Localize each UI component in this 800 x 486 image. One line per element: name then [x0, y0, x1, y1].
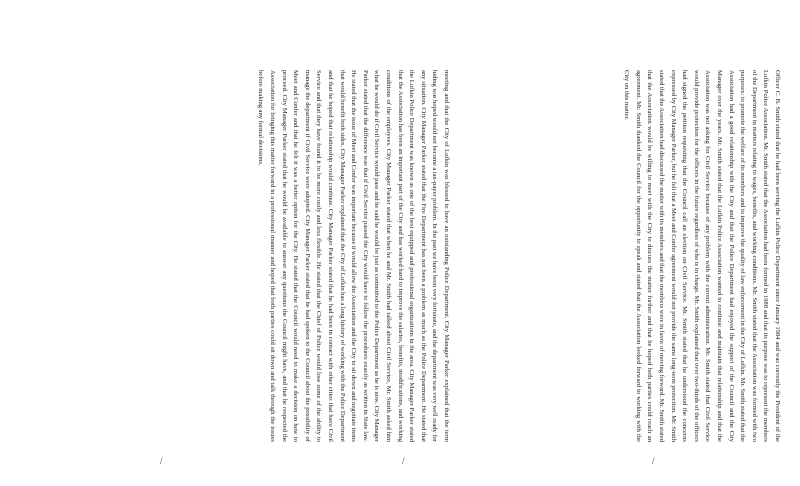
page-mark-right: / [652, 456, 655, 466]
page-mark-center: / [402, 456, 405, 466]
paragraph-city-manager: meeting and that the City of Lufkin was blessed to have an outstanding Police Department. City Manager Parker explained that the term hiding was hoped would not become a tax-payer problem. In the past we have been very fortunate, and the department was very well ready for any situation. City Manager Parker stated that the Fire Department has not been a problem as much as the Police Department. He stated that the Lufkin Police Department was known as one of the best equipped and professional organizations in the area. City Manager Parker stated that the Association has been an important part of the City and has worked hard to improve the salaries, benefits, modifications, and working conditions of the employees. City Manager Parker stated that when he and Mr. Smith had talked about Civil Service, Mr. Smith asked him what he would do if Civil Service would pass and he said he would be just as committed to the Police Department as he is now. City Manager Parker stated that the difference was that if Civil Service passed the City would have to follow the procedures exactly as written in State law. He stated that the issue of Meet and Confer was important because it would allow the Association and the City to sit down and negotiate items that would benefit both sides. City Manager Parker explained that the City of Lufkin has a long history of working with the Police Department and that he hoped that relationship would continue. City Manager Parker stated that he had been in contact with other cities that have Civil Service and that they have found it to be more costly and less flexible. He stated that the Chief of Police would lose some of the ability to manage the department if Civil Service were adopted. City Manager Parker stated that he had spoken to the Council about the possibility of Meet and Confer and that he felt it was a better option for the City. He stated that the Council would need to make a decision on how to proceed. City Manager Parker stated that he would be available to answer any questions the Council might have, and that he respected the Association for bringing this matter forward in a professional manner and hoped that both parties could sit down and talk through the issues before making any formal decisions. [257, 70, 450, 442]
page-mark-left: / [160, 456, 163, 466]
paragraph-officer-smith: Officer C. B. Smith stated that he had been serving the Lufkin Police Department since January 1984 and was currently the President of the Lufkin Police Association. Mr. Smith stated that the Association had been formed in 1988 and that its purpose was to represent the members of the Department in matters relating to wages, benefits, and working conditions. Mr. Smith stated that the Association was formed with two purposes: to promote the welfare of its members and to improve the quality of law enforcement in the City of Lufkin. Mr. Smith stated that the Association had a good relationship with the City and that the Police Department had enjoyed the support of the Council and the City Manager over the years. Mr. Smith stated that the Lufkin Police Association wanted to continue and maintain that relationship and that the Association was not asking for Civil Service because of any problem with the current administration. Mr. Smith stated that Civil Service would provide protection for the officers in the future regardless of who is in charge. Mr. Smith explained that over two-thirds of the officers had signed the petition requesting that the Council call an election on Civil Service. Mr. Smith stated that he understood the concerns expressed by City Manager Parker, but he felt that a Meet and Confer agreement would not provide the same long-term protection. Mr. Smith stated that the Association had discussed the matter with its members and that the members were in favor of moving forward. Mr. Smith stated that the Association would be willing to meet with the City to discuss the matter further and that he hoped both parties could reach an agreement. Mr. Smith thanked the Council for the opportunity to speak and stated that the Association looked forward to working with the City on this matter. [623, 70, 781, 442]
text-column-meeting-minutes [255, 70, 452, 442]
text-column-officer-smith [621, 70, 783, 442]
